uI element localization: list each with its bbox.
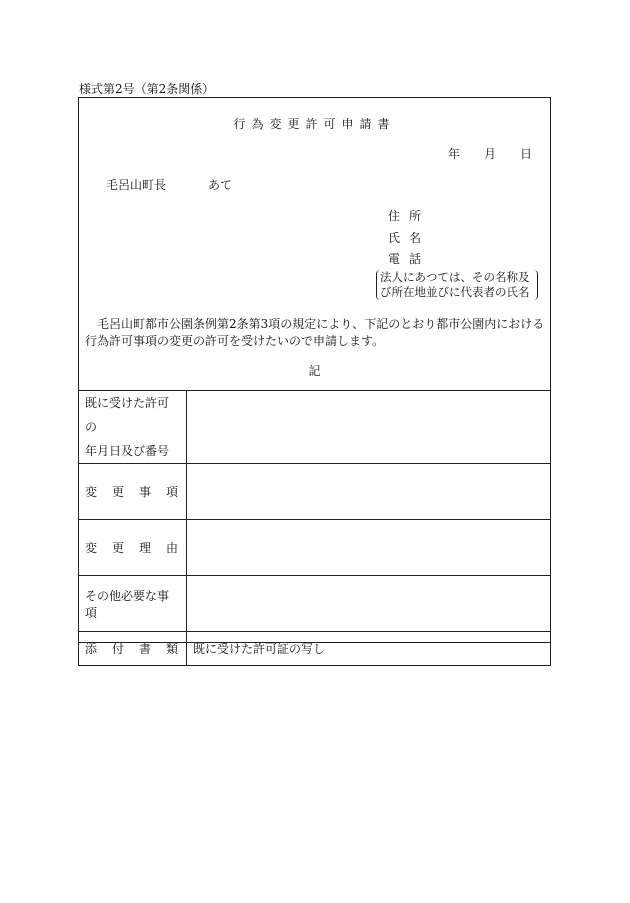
details-table	[78, 390, 551, 666]
application-form: 行為変更許可申請書 年 月 日 毛呂山町長 あて 住 所 氏 名 電 話 法人にあつては、その名称及 び所在地並びに代表者の氏名 毛呂山町都市公園条例第2条第3項の規定により、下記のとおり都市公園内における行為許可事項の変更の許可を受けたいので申請します。 記 既に受けた許可の 年月日及び番号 変 更 事 項 変 更 理 由 その他必要な事項 添 付 書 類 既に受けた許可証の写し	[78, 97, 551, 643]
form-reference: 様式第2号（第2条関係）	[79, 82, 215, 96]
attachments-label: 添 付 書 類	[79, 632, 187, 666]
change-reason-label: 変 更 理 由	[79, 520, 187, 576]
table-row	[79, 464, 551, 520]
other-matters-label: その他必要な事項	[79, 576, 187, 632]
form-title: 行為変更許可申請書	[233, 117, 396, 131]
change-items-value[interactable]	[187, 464, 551, 520]
table-row	[79, 520, 551, 576]
other-matters-value[interactable]	[187, 576, 551, 632]
corporate-note: 法人にあつては、その名称及 び所在地並びに代表者の氏名	[376, 270, 538, 300]
addressee-name: 毛呂山町長	[106, 178, 167, 192]
date-year-label: 年	[448, 147, 461, 161]
table-row	[79, 576, 551, 632]
table-row	[79, 632, 551, 666]
previous-permit-value[interactable]	[187, 391, 551, 464]
table-row	[79, 391, 551, 464]
change-items-label: 変 更 事 項	[79, 464, 187, 520]
change-reason-value[interactable]	[187, 520, 551, 576]
ki-heading: 記	[308, 364, 321, 378]
previous-permit-label: 既に受けた許可の 年月日及び番号	[79, 391, 187, 464]
attachments-value[interactable]: 既に受けた許可証の写し	[187, 632, 551, 666]
addressee-suffix: あて	[208, 178, 233, 192]
date-month-label: 月	[484, 147, 497, 161]
application-body-text: 毛呂山町都市公園条例第2条第3項の規定により、下記のとおり都市公園内における行為許可事項の変更の許可を受けたいので申請します。	[85, 317, 545, 348]
date-day-label: 日	[520, 147, 533, 161]
